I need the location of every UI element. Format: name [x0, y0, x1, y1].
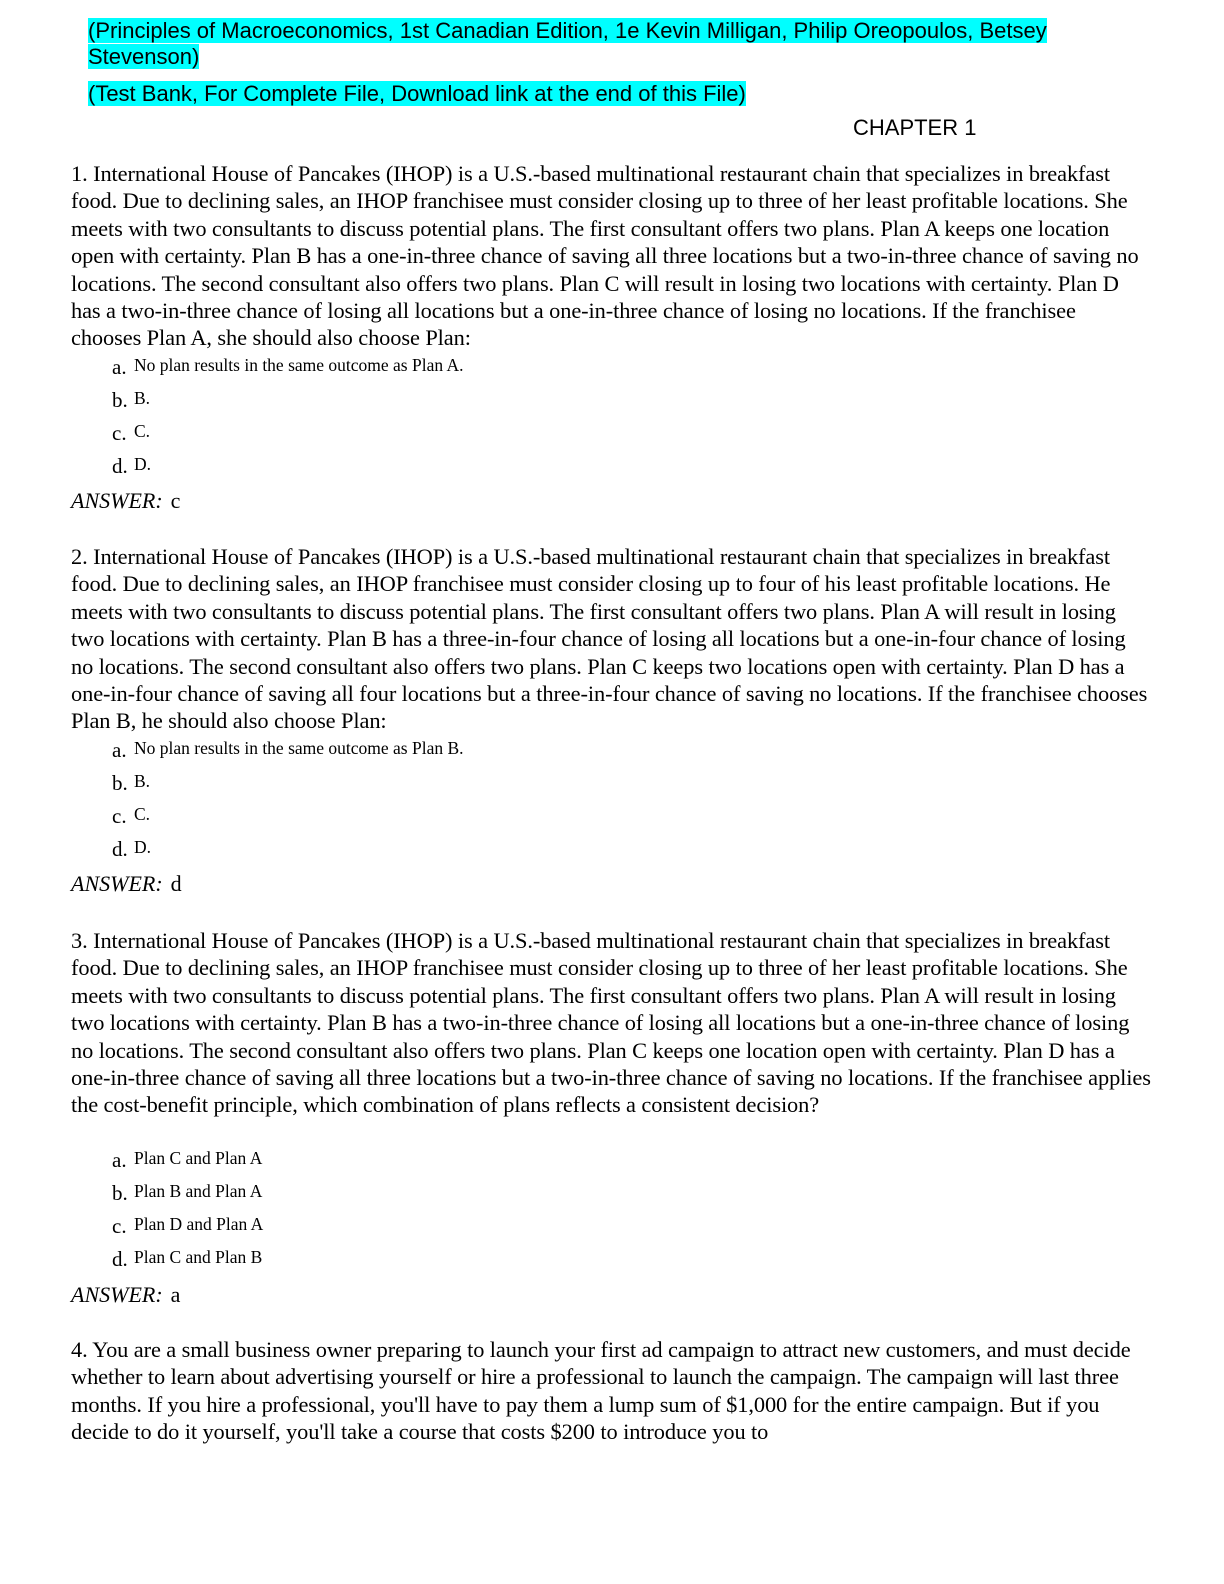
answer-value: a	[170, 1282, 181, 1307]
option-label: b.	[112, 388, 128, 412]
option-label: c.	[112, 804, 127, 828]
question-2-option-c	[112, 804, 150, 829]
question-1-option-a	[112, 355, 464, 380]
option-text: Plan C and Plan B	[134, 1247, 263, 1267]
option-label: a.	[112, 738, 127, 762]
option-label: c.	[112, 1214, 127, 1238]
question-1-option-c	[112, 421, 150, 446]
question-1-stem: 1. International House of Pancakes (IHOP) is a U.S.-based multinational restaurant chain that specializes in breakfast food. Due to declining sales, an IHOP franchisee must consider closing up to three of her least profitable locations. She meets with two consultants to discuss potential plans. The first consultant offers two plans. Plan A keeps one location open with certainty. Plan B has a one-in-three chance of saving all three locations but a two-in-three chance of saving no locations. The second consultant also offers two plans. Plan C will result in losing two locations with certainty. Plan D has a two-in-three chance of losing all locations but a one-in-three chance of losing no locations. If the franchisee chooses Plan A, she should also choose Plan:	[71, 161, 1139, 351]
option-label: a.	[112, 1148, 127, 1172]
question-2-option-d	[112, 837, 151, 862]
answer-label: ANSWER:	[71, 488, 163, 513]
option-text: No plan results in the same outcome as Plan B.	[134, 738, 464, 758]
option-label: d.	[112, 837, 128, 861]
answer-value: d	[170, 871, 182, 896]
book-title-header	[88, 18, 1138, 70]
question-3-option-c	[112, 1214, 263, 1239]
option-text: D.	[134, 837, 152, 857]
option-text: D.	[134, 454, 152, 474]
option-text: C.	[134, 804, 151, 824]
test-bank-notice-highlight: (Test Bank, For Complete File, Download link at the end of this File)	[88, 81, 746, 106]
answer-label: ANSWER:	[71, 1282, 163, 1307]
option-label: d.	[112, 454, 128, 478]
question-3-option-d	[112, 1247, 262, 1272]
option-label: a.	[112, 355, 127, 379]
test-bank-notice	[88, 81, 1138, 107]
option-text: B.	[134, 388, 151, 408]
answer-label: ANSWER:	[71, 871, 163, 896]
question-4-stem: 4. You are a small business owner preparing to launch your first ad campaign to attract new customers, and must decide whether to learn about advertising yourself or hire a professional to launch the campaign. The campaign will last three months. If you hire a professional, you'll have to pay them a lump sum of $1,000 for the entire campaign. But if you decide to do it yourself, you'll take a course that costs $200 to introduce you to	[71, 1337, 1131, 1445]
option-label: d.	[112, 1247, 128, 1271]
question-3-option-b	[112, 1181, 262, 1206]
question-3-stem: 3. International House of Pancakes (IHOP) is a U.S.-based multinational restaurant chain that specializes in breakfast food. Due to declining sales, an IHOP franchisee must consider closing up to three of her least profitable locations. She meets with two consultants to discuss potential plans. The first consultant offers two plans. Plan A will result in losing two locations with certainty. Plan B has a two-in-three chance of losing all locations but a one-in-three chance of losing no locations. The second consultant also offers two plans. Plan C keeps one location open with certainty. Plan D has a one-in-three chance of saving all three locations but a two-in-three chance of saving no locations. If the franchisee applies the cost-benefit principle, which combination of plans reflects a consistent decision?	[71, 928, 1151, 1118]
chapter-heading: CHAPTER 1	[853, 115, 977, 140]
question-2-answer	[71, 871, 182, 897]
question-3-answer	[71, 1282, 180, 1308]
question-1-option-b	[112, 388, 150, 413]
book-title-highlight: (Principles of Macroeconomics, 1st Canadian Edition, 1e Kevin Milligan, Philip Oreopoulos, Betsey Stevenson)	[88, 18, 1047, 69]
option-label: b.	[112, 1181, 128, 1205]
question-2-stem: 2. International House of Pancakes (IHOP) is a U.S.-based multinational restaurant chain that specializes in breakfast food. Due to declining sales, an IHOP franchisee must consider closing up to four of his least profitable locations. He meets with two consultants to discuss potential plans. The first consultant offers two plans. Plan A will result in losing two locations with certainty. Plan B has a three-in-four chance of losing all locations but a one-in-four chance of losing no locations. The second consultant also offers two plans. Plan C keeps two locations open with certainty. Plan D has a one-in-four chance of saving all four locations but a three-in-four chance of saving no locations. If the franchisee chooses Plan B, he should also choose Plan:	[71, 544, 1148, 734]
option-text: C.	[134, 421, 151, 441]
option-text: B.	[134, 771, 151, 791]
question-2-option-b	[112, 771, 150, 796]
option-text: No plan results in the same outcome as Plan A.	[134, 355, 464, 375]
question-3-option-a	[112, 1148, 262, 1173]
answer-value: c	[170, 488, 181, 513]
option-text: Plan B and Plan A	[134, 1181, 263, 1201]
option-label: b.	[112, 771, 128, 795]
option-text: Plan D and Plan A	[134, 1214, 264, 1234]
option-text: Plan C and Plan A	[134, 1148, 263, 1168]
question-1-option-d	[112, 454, 151, 479]
question-1-answer	[71, 488, 180, 514]
question-2-option-a	[112, 738, 464, 763]
option-label: c.	[112, 421, 127, 445]
